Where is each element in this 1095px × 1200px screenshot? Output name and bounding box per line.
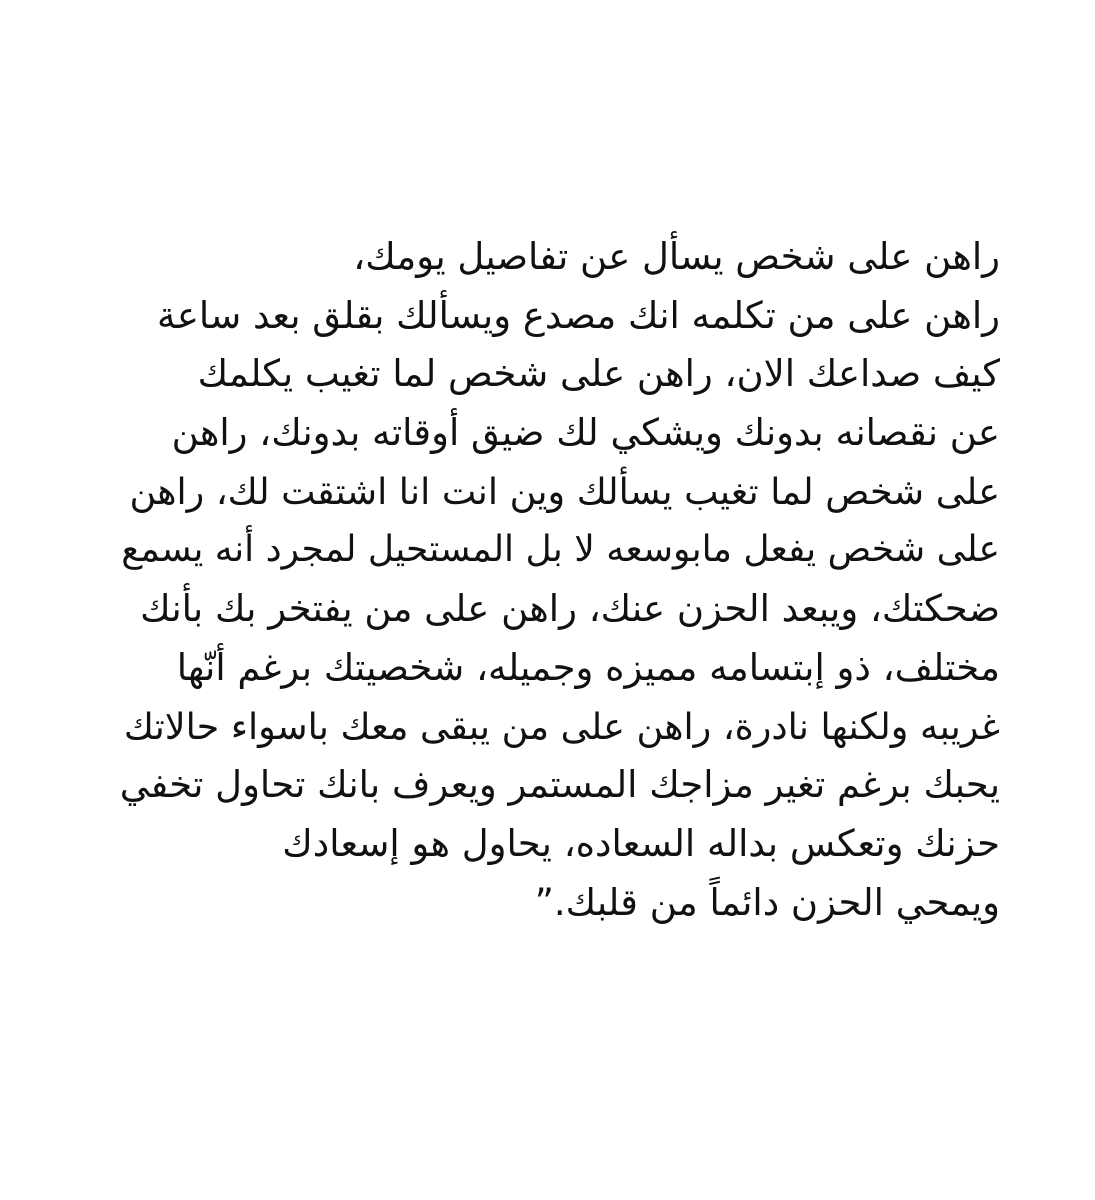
text-line-3: كيف صداعك الان، راهن على شخص لما تغيب يكلمك (197, 352, 1000, 396)
text-line-9: غريبه ولكنها نادرة، راهن على من يبقى معك باسواء حالاتك (123, 704, 1000, 748)
text-line-1: راهن على شخص يسأل عن تفاصيل يومك، (353, 235, 1000, 278)
text-line-12: ويمحي الحزن دائماً من قلبك.” (534, 880, 1000, 924)
text-line-7: ضحكتك، ويبعد الحزن عنك، راهن على من يفتخر بك بأنك (140, 587, 1000, 631)
text-line-2: راهن على من تكلمه انك مصدع ويسألك بقلق بعد ساعة (157, 293, 1000, 337)
text-line-10: يحبك برغم تغير مزاجك المستمر ويعرف بانك تحاول تخفي (119, 763, 1000, 807)
text-line-5: على شخص لما تغيب يسألك وين انت انا اشتقت لك، راهن (129, 469, 1000, 513)
text-line-6: على شخص يفعل مابوسعه لا بل المستحيل لمجرد أنه يسمع (121, 529, 1000, 571)
quote-text-block (120, 228, 1000, 932)
text-line-11: حزنك وتعكس بداله السعاده، يحاول هو إسعادك (282, 821, 1000, 865)
text-line-8: مختلف، ذو إبتسامه مميزه وجميله، شخصيتك برغم أنّها (176, 645, 1000, 689)
text-line-4: عن نقصانه بدونك ويشكي لك ضيق أوقاته بدونك، راهن (171, 411, 1000, 455)
